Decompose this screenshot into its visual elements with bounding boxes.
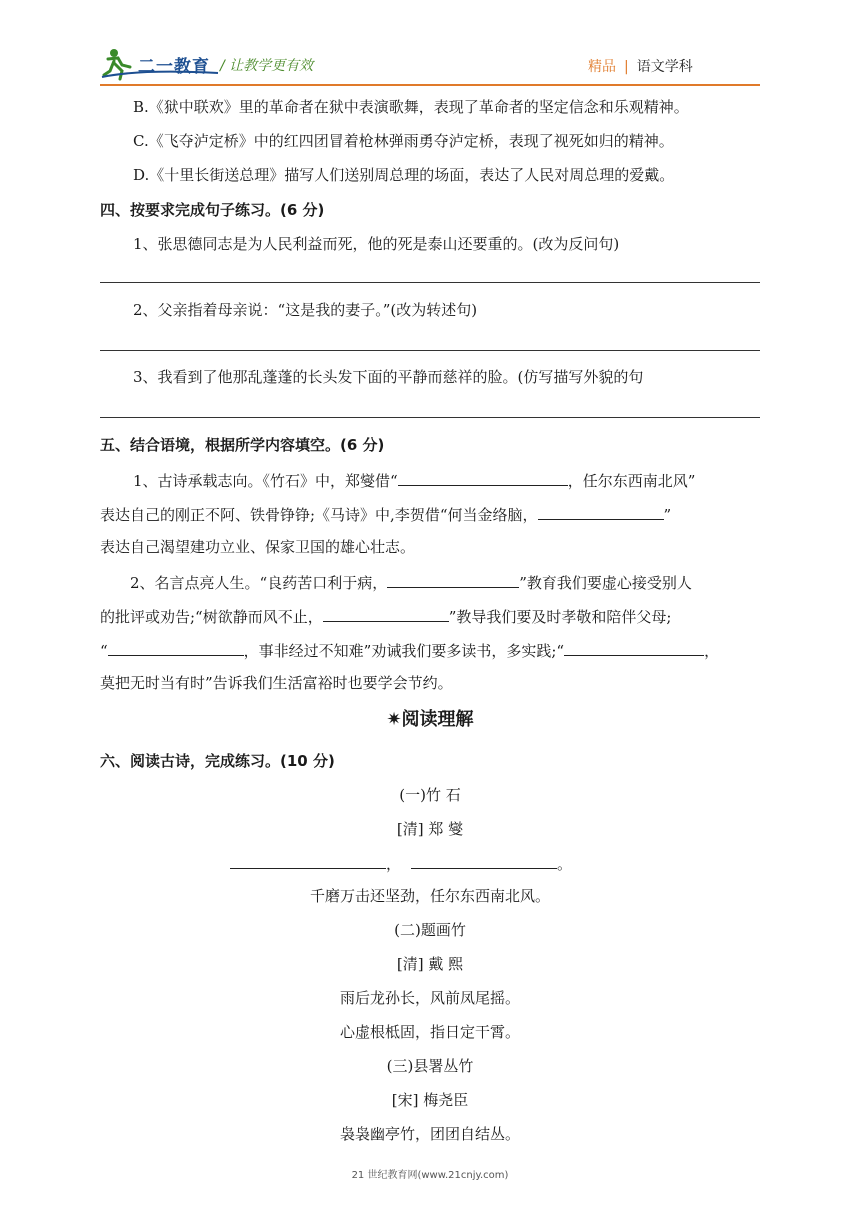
blank-jieyue[interactable] <box>564 639 704 656</box>
q4-item-2: 2、父亲指着母亲说：“这是我的妻子。”(改为转述句) <box>133 301 478 319</box>
q5-p1-line2 <box>100 503 671 525</box>
subject-name: 语文学科 <box>636 59 693 75</box>
poem1-blank-line <box>230 852 572 874</box>
page-footer: 21 世纪教育网(www.21cnjy.com) <box>351 1170 509 1181</box>
page-header <box>0 0 860 88</box>
option-c: C.《飞夺泸定桥》中的红四团冒着枪林弹雨勇夺泸定桥，表现了视死如归的精神。 <box>133 132 674 150</box>
poem1-author: [清] 郑 燮 <box>396 820 464 838</box>
q5-p2-text-b: ”教育我们要虚心接受别人 <box>519 574 692 592</box>
q5-p2-line3 <box>100 639 719 661</box>
q5-p2-text-d: ”教导我们要及时孝敬和陪伴父母; <box>448 608 672 626</box>
blank-zhongyan[interactable] <box>387 571 519 588</box>
q5-p1-text-c: 表达自己的刚正不阿、铁骨铮铮;《马诗》中,李贺借“何当金络脑， <box>100 506 538 524</box>
q4-heading: 四、按要求完成句子练习。(6 分) <box>100 201 325 219</box>
header-divider: | <box>624 59 629 75</box>
poem1-title: (一)竹 石 <box>399 786 461 804</box>
poem3-line1: 袅袅幽亭竹，团团自结丛。 <box>339 1125 520 1143</box>
q5-p1-text-a: 1、古诗承载志向。《竹石》中，郑燮借“ <box>133 472 398 490</box>
option-d: D.《十里长街送总理》描写人们送别周总理的场面，表达了人民对周总理的爱戴。 <box>133 166 675 184</box>
answer-line-2[interactable] <box>100 350 760 351</box>
q5-p2-line2 <box>100 605 671 627</box>
logo-text: 二一教育 <box>138 57 210 77</box>
poem1-period: 。 <box>557 855 573 873</box>
subject-label <box>588 56 693 76</box>
q5-p2-text-a: 2、名言点亮人生。“良药苦口利于病， <box>130 574 388 592</box>
premium-label: 精品 <box>588 59 616 75</box>
q6-heading: 六、阅读古诗，完成练习。(10 分) <box>100 752 335 770</box>
poem1-line2: 千磨万击还坚劲，任尔东西南北风。 <box>309 887 550 905</box>
blank-zhi-zhi[interactable] <box>108 639 244 656</box>
q5-p1-line3: 表达自己渴望建功立业、保家卫国的雄心壮志。 <box>100 538 416 556</box>
blank-mashi[interactable] <box>538 503 664 520</box>
blank-poem1-a[interactable] <box>230 852 386 869</box>
answer-line-1[interactable] <box>100 282 760 283</box>
q5-heading: 五、结合语境，根据所学内容填空。(6 分) <box>100 436 385 454</box>
poem2-line2: 心虚根柢固，指日定干霄。 <box>339 1023 520 1041</box>
q5-p2-text-e: “ <box>100 642 108 660</box>
q5-p1-text-b: ，任尔东西南北风” <box>567 472 696 490</box>
slogan: / 让教学更有效 <box>220 58 314 74</box>
answer-line-3[interactable] <box>100 417 760 418</box>
q5-p2-text-g: ， <box>704 642 720 660</box>
poem2-line1: 雨后龙孙长，风前凤尾摇。 <box>339 989 520 1007</box>
blank-zhushi[interactable] <box>398 469 568 486</box>
poem1-comma: ， <box>386 855 402 873</box>
blank-zi-yu-yang[interactable] <box>323 605 449 622</box>
q4-item-1: 1、张思德同志是为人民利益而死，他的死是泰山还要重的。(改为反问句) <box>133 235 620 253</box>
poem2-title: (二)题画竹 <box>394 921 466 939</box>
q5-p2-line1 <box>130 571 692 593</box>
header-rule <box>100 84 760 86</box>
q5-p2-text-f: ，事非经过不知难”劝诫我们要多读书，多实践;“ <box>243 642 565 660</box>
poem2-author: [清] 戴 熙 <box>396 955 464 973</box>
poem3-author: [宋] 梅尧臣 <box>391 1091 469 1109</box>
poem3-title: (三)县署丛竹 <box>386 1057 474 1075</box>
blank-poem1-b[interactable] <box>411 852 557 869</box>
q5-p1-text-d: ” <box>663 506 672 524</box>
q5-p2-line4: 莫把无时当有时”告诉我们生活富裕时也要学会节约。 <box>100 674 453 692</box>
option-b: B.《狱中联欢》里的革命者在狱中表演歌舞，表现了革命者的坚定信念和乐观精神。 <box>133 98 689 116</box>
q5-p1-line1 <box>133 469 695 491</box>
q4-item-3: 3、我看到了他那乱蓬蓬的长头发下面的平静而慈祥的脸。(仿写描写外貌的句 <box>133 368 644 386</box>
reading-section-title: ✷阅读理解 <box>386 709 474 730</box>
q5-p2-text-c: 的批评或劝告;“树欲静而风不止， <box>100 608 323 626</box>
